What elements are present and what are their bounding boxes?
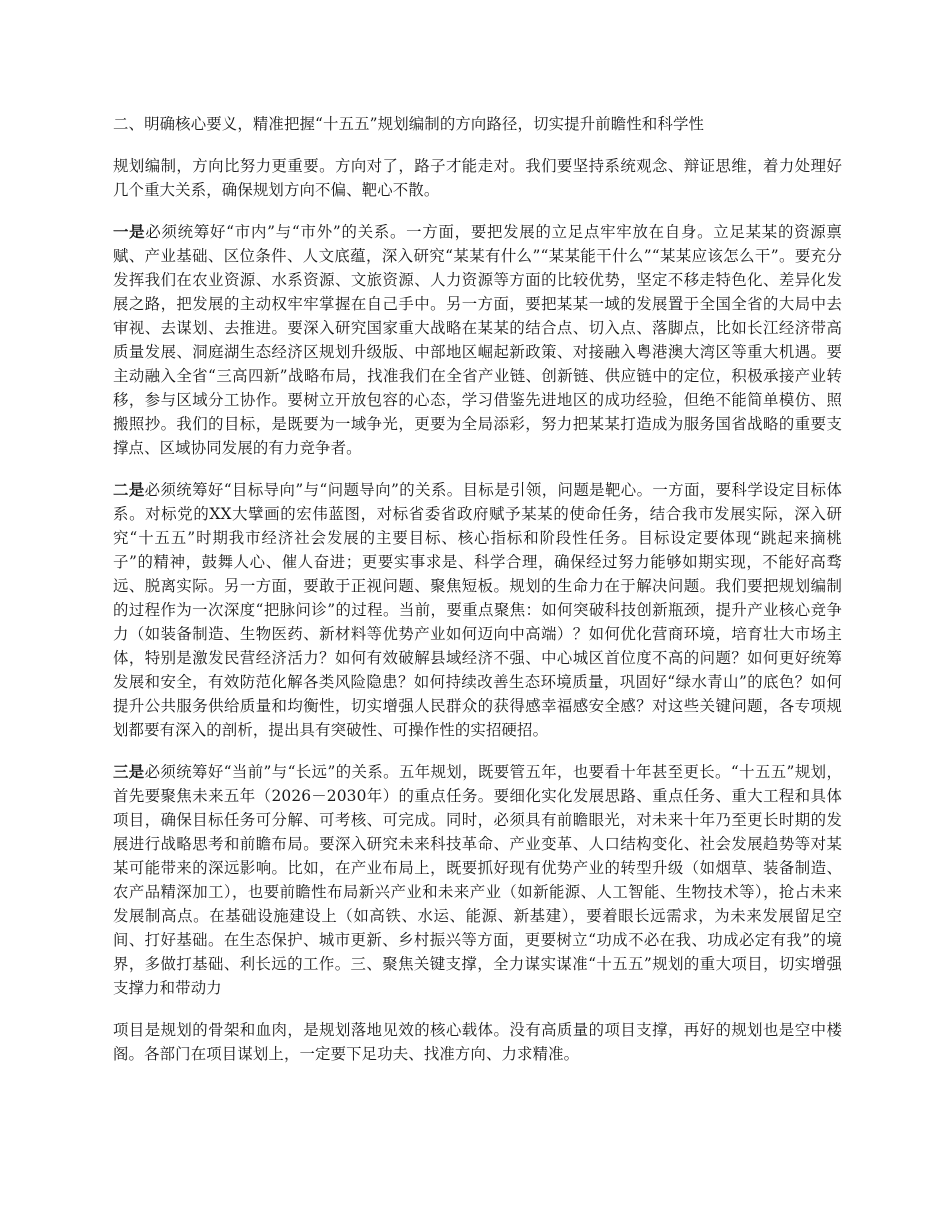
point-three-text: 必须统筹好“当前”与“长远”的关系。五年规划，既要管五年，也要看十年甚至更长。“十五五”规划，首先要聚焦未来五年（2026－2030年）的重点任务。要细化实化发展思路、重点任务、重大工程和具体项目，确保目标任务可分解、可考核、可完成。同时，必须具有前瞻眼光，对未来十年乃至更长时期的发展进行战略思考和前瞻布局。要深入研究未来科技革命、产业变革、人口结构变化、社会发展趋势等对某某可能带来的深远影响。比如，在产业布局上，既要抓好现有优势产业的转型升级（如烟草、装备制造、农产品精深加工），也要前瞻性布局新兴产业和未来产业（如新能源、人工智能、生物技术等），抢占未来发展制高点。在基础设施建设上（如高铁、水运、能源、新基建），要着眼长远需求，为未来发展留足空间、打好基础。在生态保护、城市更新、乡村振兴等方面，更要树立“功成不必在我、功成必定有我”的境界，多做打基础、利长远的工作。三、聚焦关键支撑，全力谋实谋准“十五五”规划的重大项目，切实增强支撑力和带动力 — [113, 763, 842, 997]
point-two-paragraph — [113, 478, 842, 742]
closing-paragraph: 项目是规划的骨架和血肉，是规划落地见效的核心载体。没有高质量的项目支撑，再好的规划也是空中楼阁。各部门在项目谋划上，一定要下足功夫、找准方向、力求精准。 — [113, 1021, 842, 1063]
document-body — [113, 112, 842, 1084]
point-three-lead: 三是 — [113, 763, 145, 781]
point-one-lead: 一是 — [113, 223, 146, 241]
point-two-lead: 二是 — [113, 481, 145, 499]
point-two-text: 必须统筹好“目标导向”与“问题导向”的关系。目标是引领，问题是靶心。一方面，要科学设定目标体系。对标党的XX大擘画的宏伟蓝图，对标省委省政府赋予某某的使命任务，结合我市发展实际，深入研究“十五五”时期我市经济社会发展的主要目标、核心指标和阶段性任务。目标设定要体现“跳起来摘桃子”的精神，鼓舞人心、催人奋进；更要实事求是、科学合理，确保经过努力能够如期实现，不能好高骛远、脱离实际。另一方面，要敢于正视问题、聚焦短板。规划的生命力在于解决问题。我们要把规划编制的过程作为一次深度“把脉问诊”的过程。当前，要重点聚焦：如何突破科技创新瓶颈，提升产业核心竞争力（如装备制造、生物医药、新材料等优势产业如何迈向中高端）？如何优化营商环境，培育壮大市场主体，特别是激发民营经济活力？如何有效破解县域经济不强、中心城区首位度不高的问题？如何更好统筹发展和安全，有效防范化解各类风险隐患？如何持续改善生态环境质量，巩固好“绿水青山”的底色？如何提升公共服务供给质量和均衡性，切实增强人民群众的获得感幸福感安全感？对这些关键问题，各专项规划都要有深入的剖析，提出具有突破性、可操作性的实招硬招。 — [113, 481, 842, 739]
point-one-paragraph — [113, 220, 842, 460]
point-one-text: 必须统筹好“市内”与“市外”的关系。一方面，要把发展的立足点牢牢放在自身。立足某某的资源禀赋、产业基础、区位条件、人文底蕴，深入研究“某某有什么”“某某能干什么”“某某应该怎么干”。要充分发挥我们在农业资源、水系资源、文旅资源、人力资源等方面的比较优势，坚定不移走特色化、差异化发展之路，把发展的主动权牢牢掌握在自己手中。另一方面，要把某某一域的发展置于全国全省的大局中去审视、去谋划、去推进。要深入研究国家重大战略在某某的结合点、切入点、落脚点，比如长江经济带高质量发展、洞庭湖生态经济区规划升级版、中部地区崛起新政策、对接融入粤港澳大湾区等重大机遇。要主动融入全省“三高四新”战略布局，找准我们在全省产业链、创新链、供应链中的定位，积极承接产业转移，参与区域分工协作。要树立开放包容的心态，学习借鉴先进地区的成功经验，但绝不能简单模仿、照搬照抄。我们的目标，是既要为一域争光，更要为全局添彩，努力把某某打造成为服务国省战略的重要支撑点、区域协同发展的有力竞争者。 — [113, 223, 842, 457]
intro-paragraph: 规划编制，方向比努力更重要。方向对了，路子才能走对。我们要坚持系统观念、辩证思维，着力处理好几个重大关系，确保规划方向不偏、靶心不散。 — [113, 157, 842, 199]
point-three-paragraph — [113, 760, 842, 1000]
section-heading: 二、明确核心要义，精准把握“十五五”规划编制的方向路径，切实提升前瞻性和科学性 — [113, 115, 705, 133]
